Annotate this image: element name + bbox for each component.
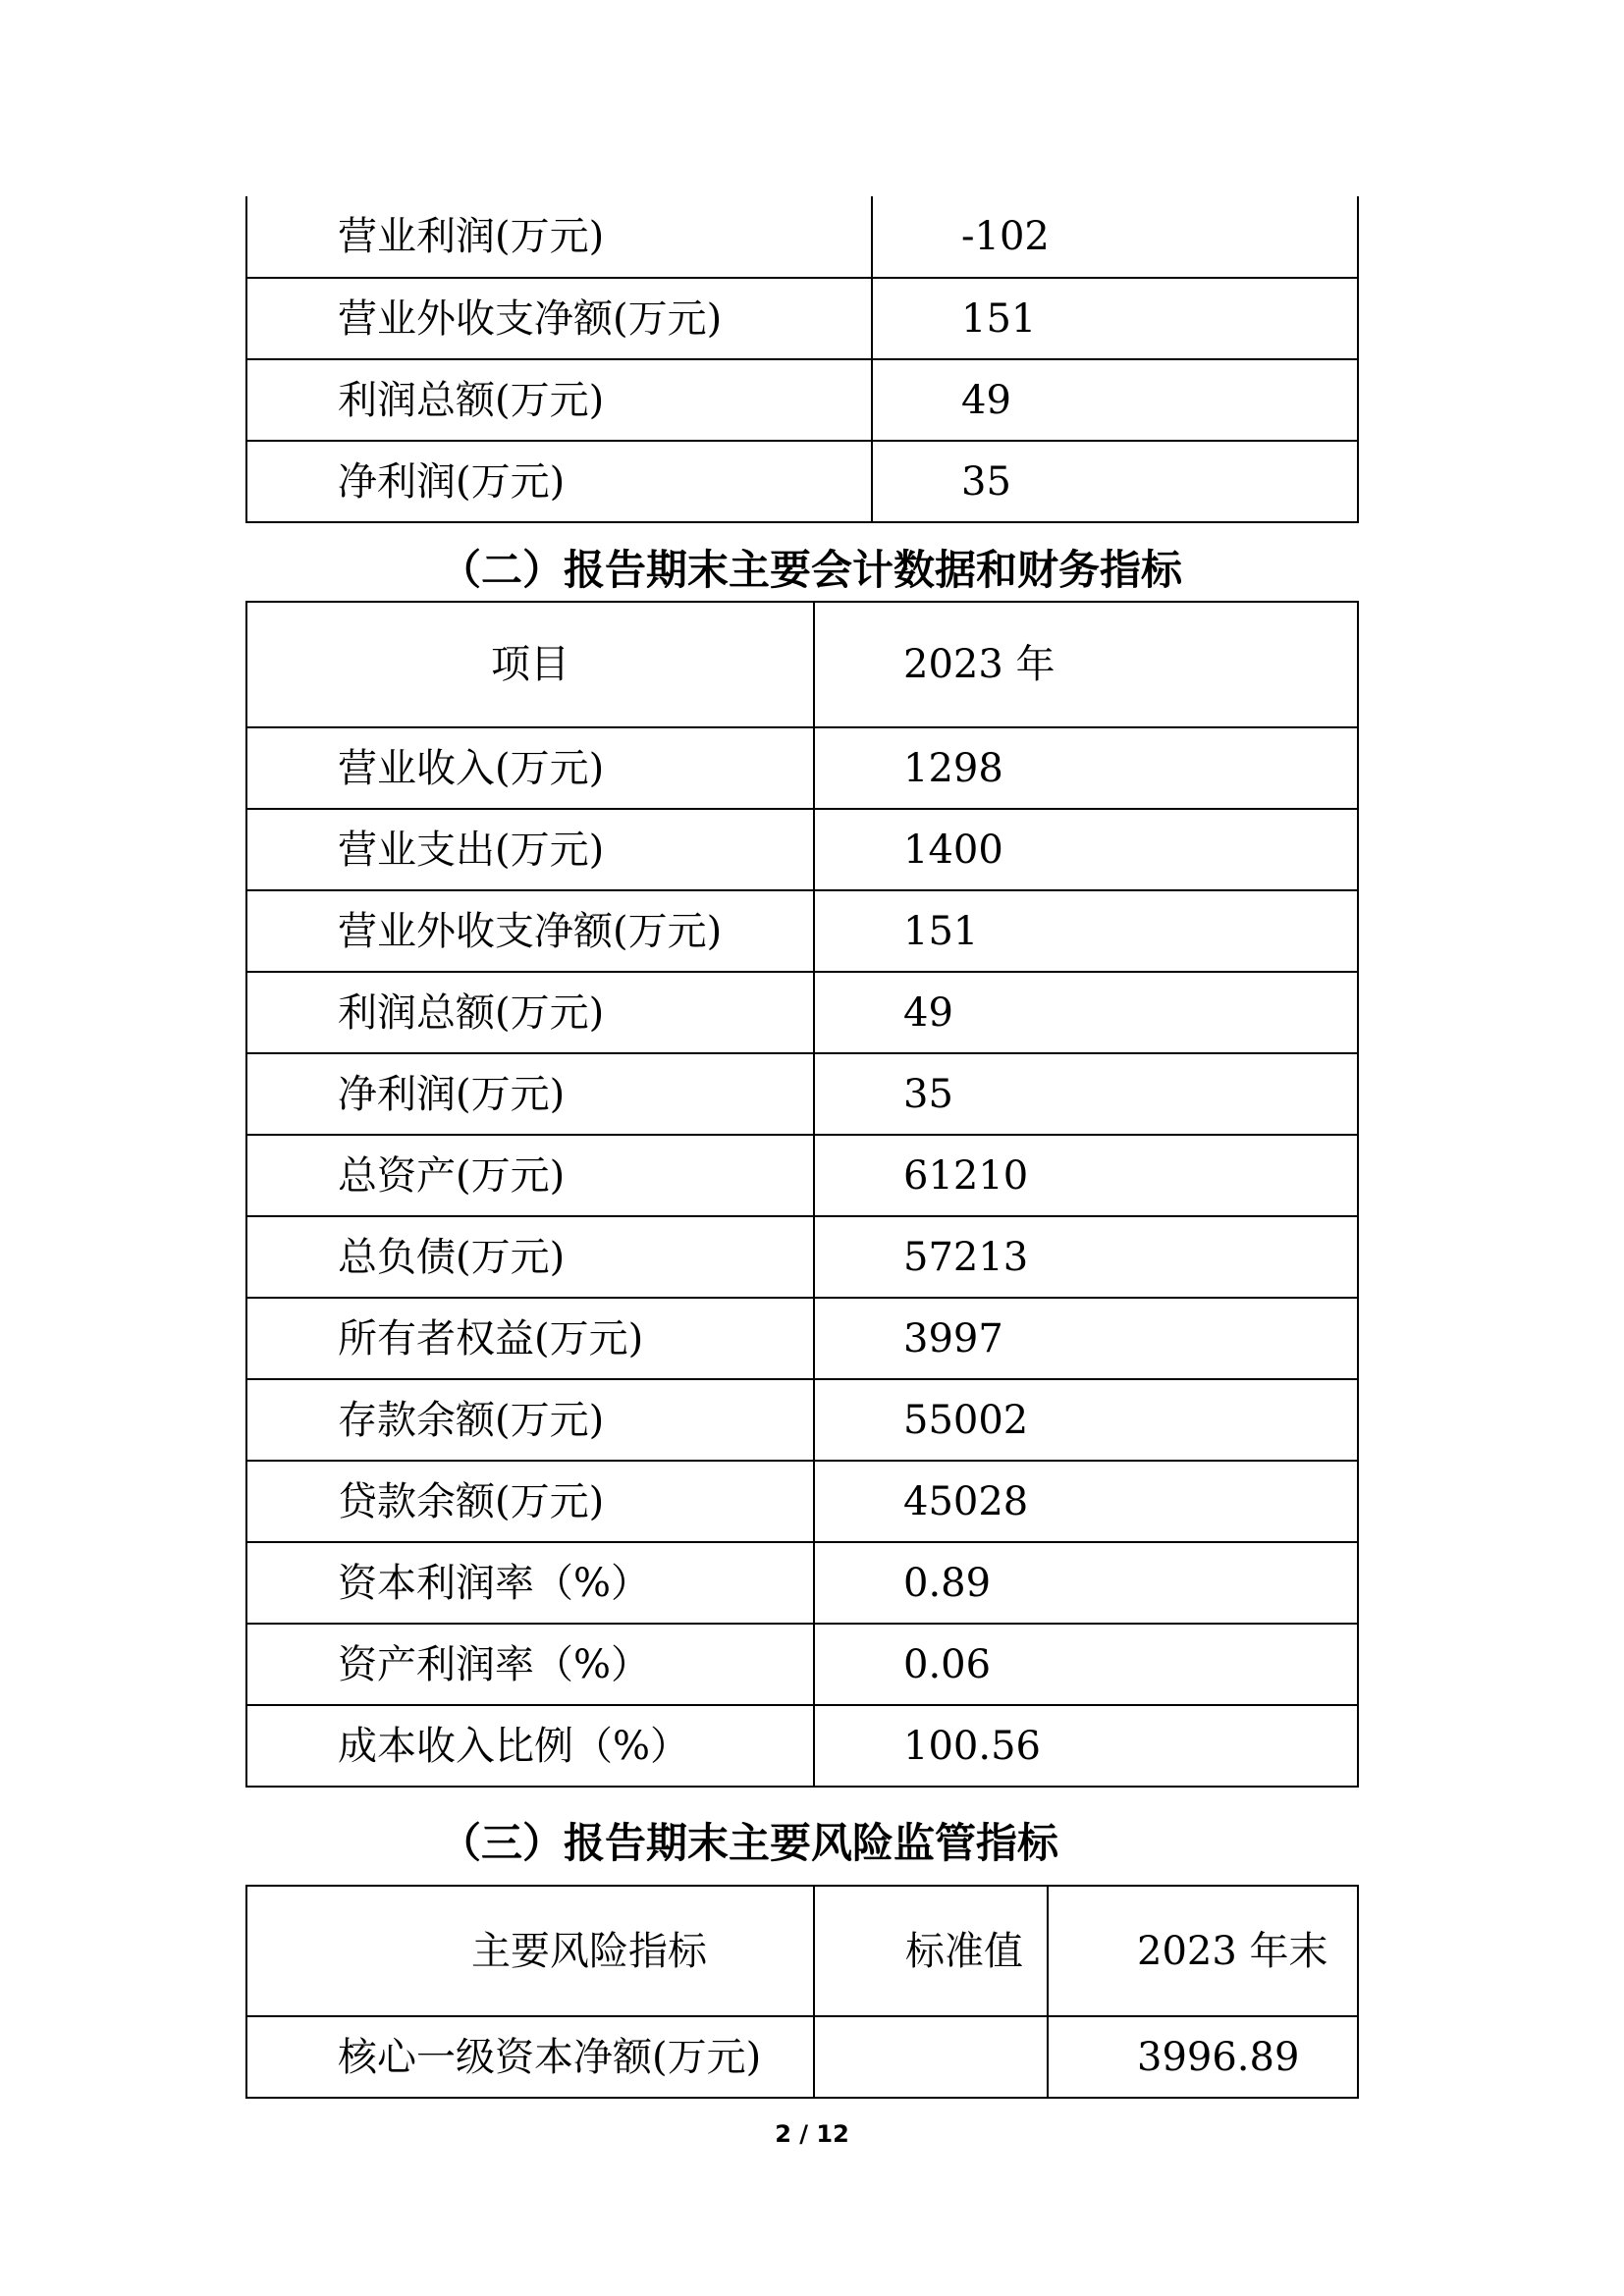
row-value: 100.56 <box>814 1705 1358 1787</box>
header-indicator: 主要风险指标 <box>246 1886 814 2016</box>
header-standard: 标准值 <box>814 1886 1048 2016</box>
row-value: 49 <box>872 359 1358 441</box>
row-label: 核心一级资本净额(万元) <box>246 2016 814 2098</box>
row-value: 61210 <box>814 1135 1358 1216</box>
table-row <box>246 1705 1358 1787</box>
table-row <box>246 196 1358 278</box>
row-value: 0.89 <box>814 1542 1358 1624</box>
table-header-row <box>246 602 1358 727</box>
row-standard <box>814 2016 1048 2098</box>
row-value: 151 <box>814 890 1358 972</box>
row-value: 49 <box>814 972 1358 1053</box>
table-row <box>246 441 1358 522</box>
row-label: 营业支出(万元) <box>246 809 814 890</box>
row-value: -102 <box>872 196 1358 278</box>
row-value: 35 <box>872 441 1358 522</box>
row-value: 151 <box>872 278 1358 359</box>
table-row <box>246 727 1358 809</box>
table-row <box>246 1216 1358 1298</box>
page-number: 2 / 12 <box>775 2120 849 2148</box>
row-value: 1298 <box>814 727 1358 809</box>
accounting-data-table <box>245 601 1359 1788</box>
row-label: 利润总额(万元) <box>246 359 872 441</box>
row-label: 成本收入比例（%） <box>246 1705 814 1787</box>
table-row <box>246 278 1358 359</box>
table-row <box>246 1135 1358 1216</box>
row-value: 1400 <box>814 809 1358 890</box>
row-label: 营业外收支净额(万元) <box>246 890 814 972</box>
row-value: 35 <box>814 1053 1358 1135</box>
row-label: 所有者权益(万元) <box>246 1298 814 1379</box>
table-row <box>246 1461 1358 1542</box>
row-label: 营业收入(万元) <box>246 727 814 809</box>
row-value: 0.06 <box>814 1624 1358 1705</box>
row-label: 净利润(万元) <box>246 441 872 522</box>
row-label: 利润总额(万元) <box>246 972 814 1053</box>
table-header-row <box>246 1886 1358 2016</box>
row-value: 57213 <box>814 1216 1358 1298</box>
row-label: 净利润(万元) <box>246 1053 814 1135</box>
row-label: 资本利润率（%） <box>246 1542 814 1624</box>
row-label: 贷款余额(万元) <box>246 1461 814 1542</box>
risk-indicator-table <box>245 1885 1359 2099</box>
row-label: 资产利润率（%） <box>246 1624 814 1705</box>
table-row <box>246 972 1358 1053</box>
row-value: 3996.89 <box>1048 2016 1358 2098</box>
row-label: 总资产(万元) <box>246 1135 814 1216</box>
table-row <box>246 809 1358 890</box>
profit-table-continued <box>245 196 1359 523</box>
row-value: 55002 <box>814 1379 1358 1461</box>
table-row <box>246 1379 1358 1461</box>
row-value: 45028 <box>814 1461 1358 1542</box>
row-label: 总负债(万元) <box>246 1216 814 1298</box>
section-title-accounting: （二）报告期末主要会计数据和财务指标 <box>440 546 1183 594</box>
row-label: 存款余额(万元) <box>246 1379 814 1461</box>
table-row <box>246 359 1358 441</box>
table-row <box>246 1298 1358 1379</box>
table-row <box>246 890 1358 972</box>
header-item: 项目 <box>246 602 814 727</box>
table-row <box>246 2016 1358 2098</box>
row-label: 营业外收支净额(万元) <box>246 278 872 359</box>
row-value: 3997 <box>814 1298 1358 1379</box>
table-row <box>246 1624 1358 1705</box>
table-row <box>246 1542 1358 1624</box>
header-year: 2023 年 <box>814 602 1358 727</box>
section-title-risk: （三）报告期末主要风险监管指标 <box>440 1819 1059 1867</box>
table-row <box>246 1053 1358 1135</box>
header-year-end: 2023 年末 <box>1048 1886 1358 2016</box>
row-label: 营业利润(万元) <box>246 196 872 278</box>
